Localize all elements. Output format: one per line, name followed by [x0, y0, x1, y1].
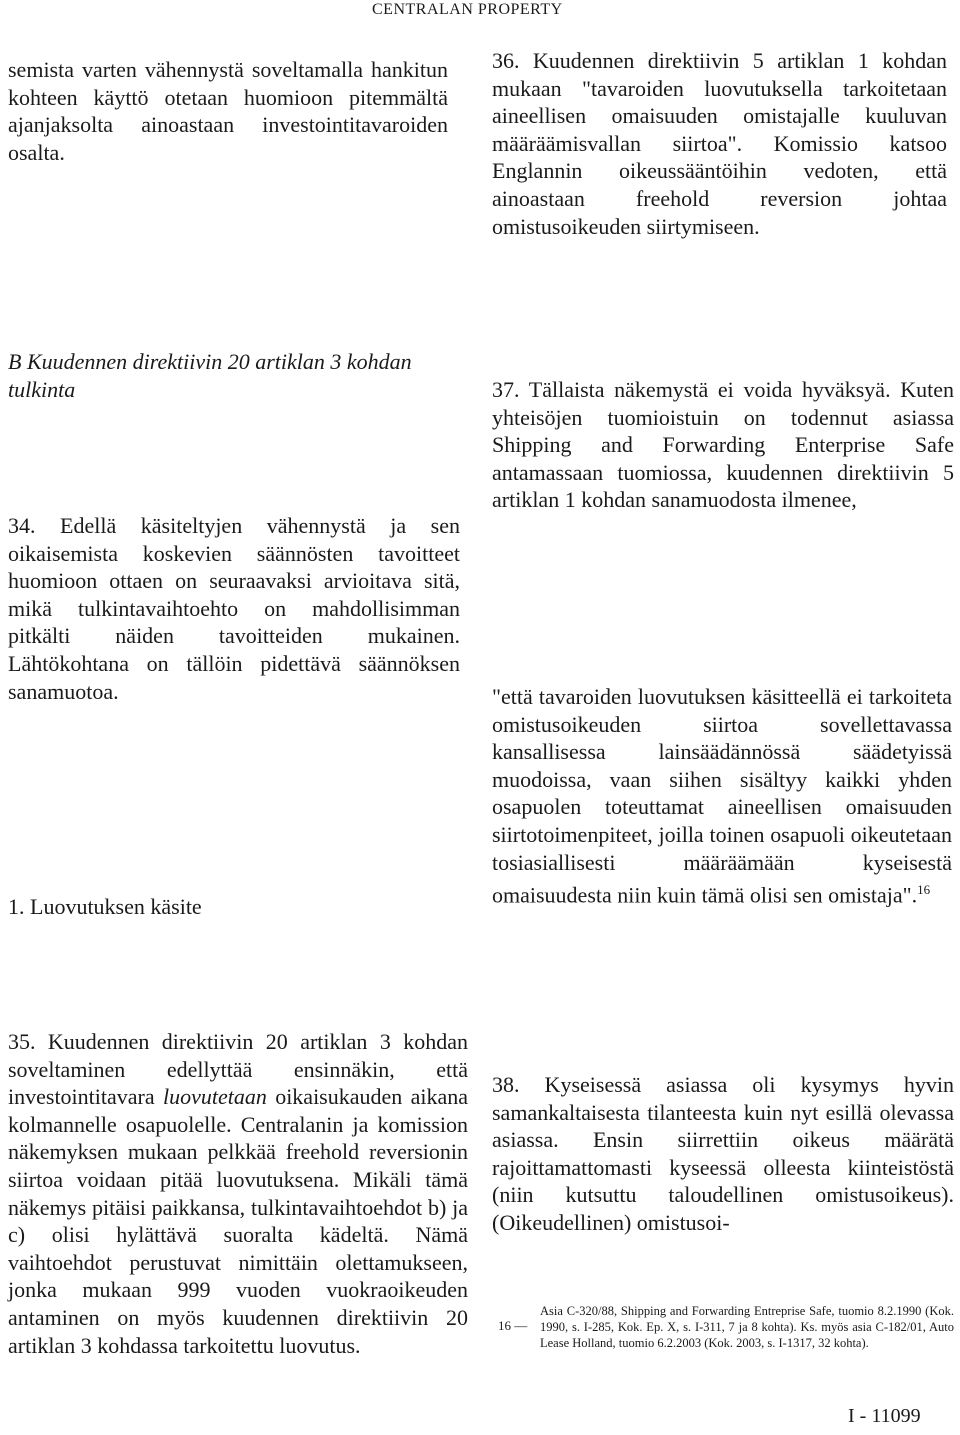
paragraph-35-text-a: 35. Kuudennen direktiivin 20 artiklan 3 kohdan soveltaminen edellyttää ensinnäkin, että investointitavara: [8, 1029, 468, 1110]
paragraph-37: 37. Tällaista näkemystä ei voida hyväksyä. Kuten yhteisöjen tuomioistuin on todennut asiassa Shipping and Forwarding Enterprise Safe antamassaan tuomiossa, kuudennen direktiivin 5 artiklan 1 kohdan sanamuodosta ilmenee,: [492, 377, 954, 513]
footnote-number: 16 —: [498, 1318, 528, 1333]
running-header: CENTRALAN PROPERTY: [372, 1, 563, 18]
block-quote: [492, 683, 952, 909]
paragraph-38: 38. Kyseisessä asiassa oli kysymys hyvin samankaltaisesta tilanteesta kuin nyt esillä olevassa asiassa. Ensin siirrettiin oikeus määrätä rajoittamattomasti kyseessä olleesta kiinteistöstä (niin kutsuttu taloudellinen omistusoikeus). (Oikeudellinen) omistusoi-: [492, 1072, 954, 1235]
paragraph-34: 34. Edellä käsiteltyjen vähennystä ja sen oikaisemista koskevien säännösten tavoitteet huomioon ottaen on seuraavaksi arvioitava sitä, mikä tulkintavaihtoehto on mahdollisimman pitkälti näiden tavoitteiden mukainen. Lähtökohtana on tällöin pidettävä säännöksen sanamuotoa.: [8, 513, 460, 704]
paragraph-35-emphasis: luovutetaan: [162, 1084, 267, 1110]
paragraph-36: 36. Kuudennen direktiivin 5 artiklan 1 kohdan mukaan "tavaroiden luovutuksella tarkoitetaan aineellisen omaisuuden omistajalle kuuluvan määräämisvallan siirtoa". Komissio katsoo Englannin oikeussääntöihin vedoten, että ainoastaan freehold reversion johtaa omistusoikeuden siirtymiseen.: [492, 48, 947, 239]
section-heading-b: B Kuudennen direktiivin 20 artiklan 3 kohdan tulkinta: [8, 349, 412, 402]
footnote-ref-16[interactable]: 16: [917, 882, 931, 898]
paragraph-35: [8, 1028, 468, 1359]
footnote-text: Asia C-320/88, Shipping and Forwarding Entreprise Safe, tuomio 8.2.1990 (Kok. 1990, s. I-285, Kok. Ep. X, s. I-311, 7 ja 8 kohta). Ks. myös asia C-182/01, Auto Lease Holland, tuomio 6.2.2003 (Kok. 2003, s. I-1317, 32 kohta).: [540, 1304, 954, 1350]
paragraph-33-continuation: semista varten vähennystä soveltamalla hankitun kohteen käyttö otetaan huomioon pitemmältä ajanjaksolta ainoastaan investointitavaroiden osalta.: [8, 57, 448, 165]
page-number: I - 11099: [848, 1405, 921, 1427]
block-quote-text: "että tavaroiden luovutuksen käsitteellä ei tarkoiteta omistusoikeuden siirtoa sovellettavassa kansallisessa lainsäädännössä säädetyissä muodoissa, vaan siihen sisältyy kaikki yhden osapuolen toteuttamat aineellisen omaisuuden siirtotoimenpiteet, joilla toinen osapuoli oikeutetaan tosiasiallisesti määräämään kyseisestä omaisuudesta niin kuin tämä olisi sen omistaja".: [492, 684, 952, 908]
paragraph-35-text-b: oikaisukauden aikana kolmannelle osapuolelle. Centralanin ja komission näkemyksen mukaan pelkkää freehold reversionin siirtoa voidaan pitää luovutuksena. Mikäli tämä näkemys pitäisi paikkansa, tulkintavaihtoehdot b) ja c) olisi hylättävä suoralta kädeltä. Nämä vaihtoehdot perustuvat nimittäin olettamukseen, jonka mukaan 999 vuoden vuokraoikeuden antaminen on myös kuudennen direktiivin 20 artiklan 3 kohdassa tarkoitettu luovutus.: [8, 1084, 469, 1358]
subheading-1: 1. Luovutuksen käsite: [8, 894, 202, 919]
